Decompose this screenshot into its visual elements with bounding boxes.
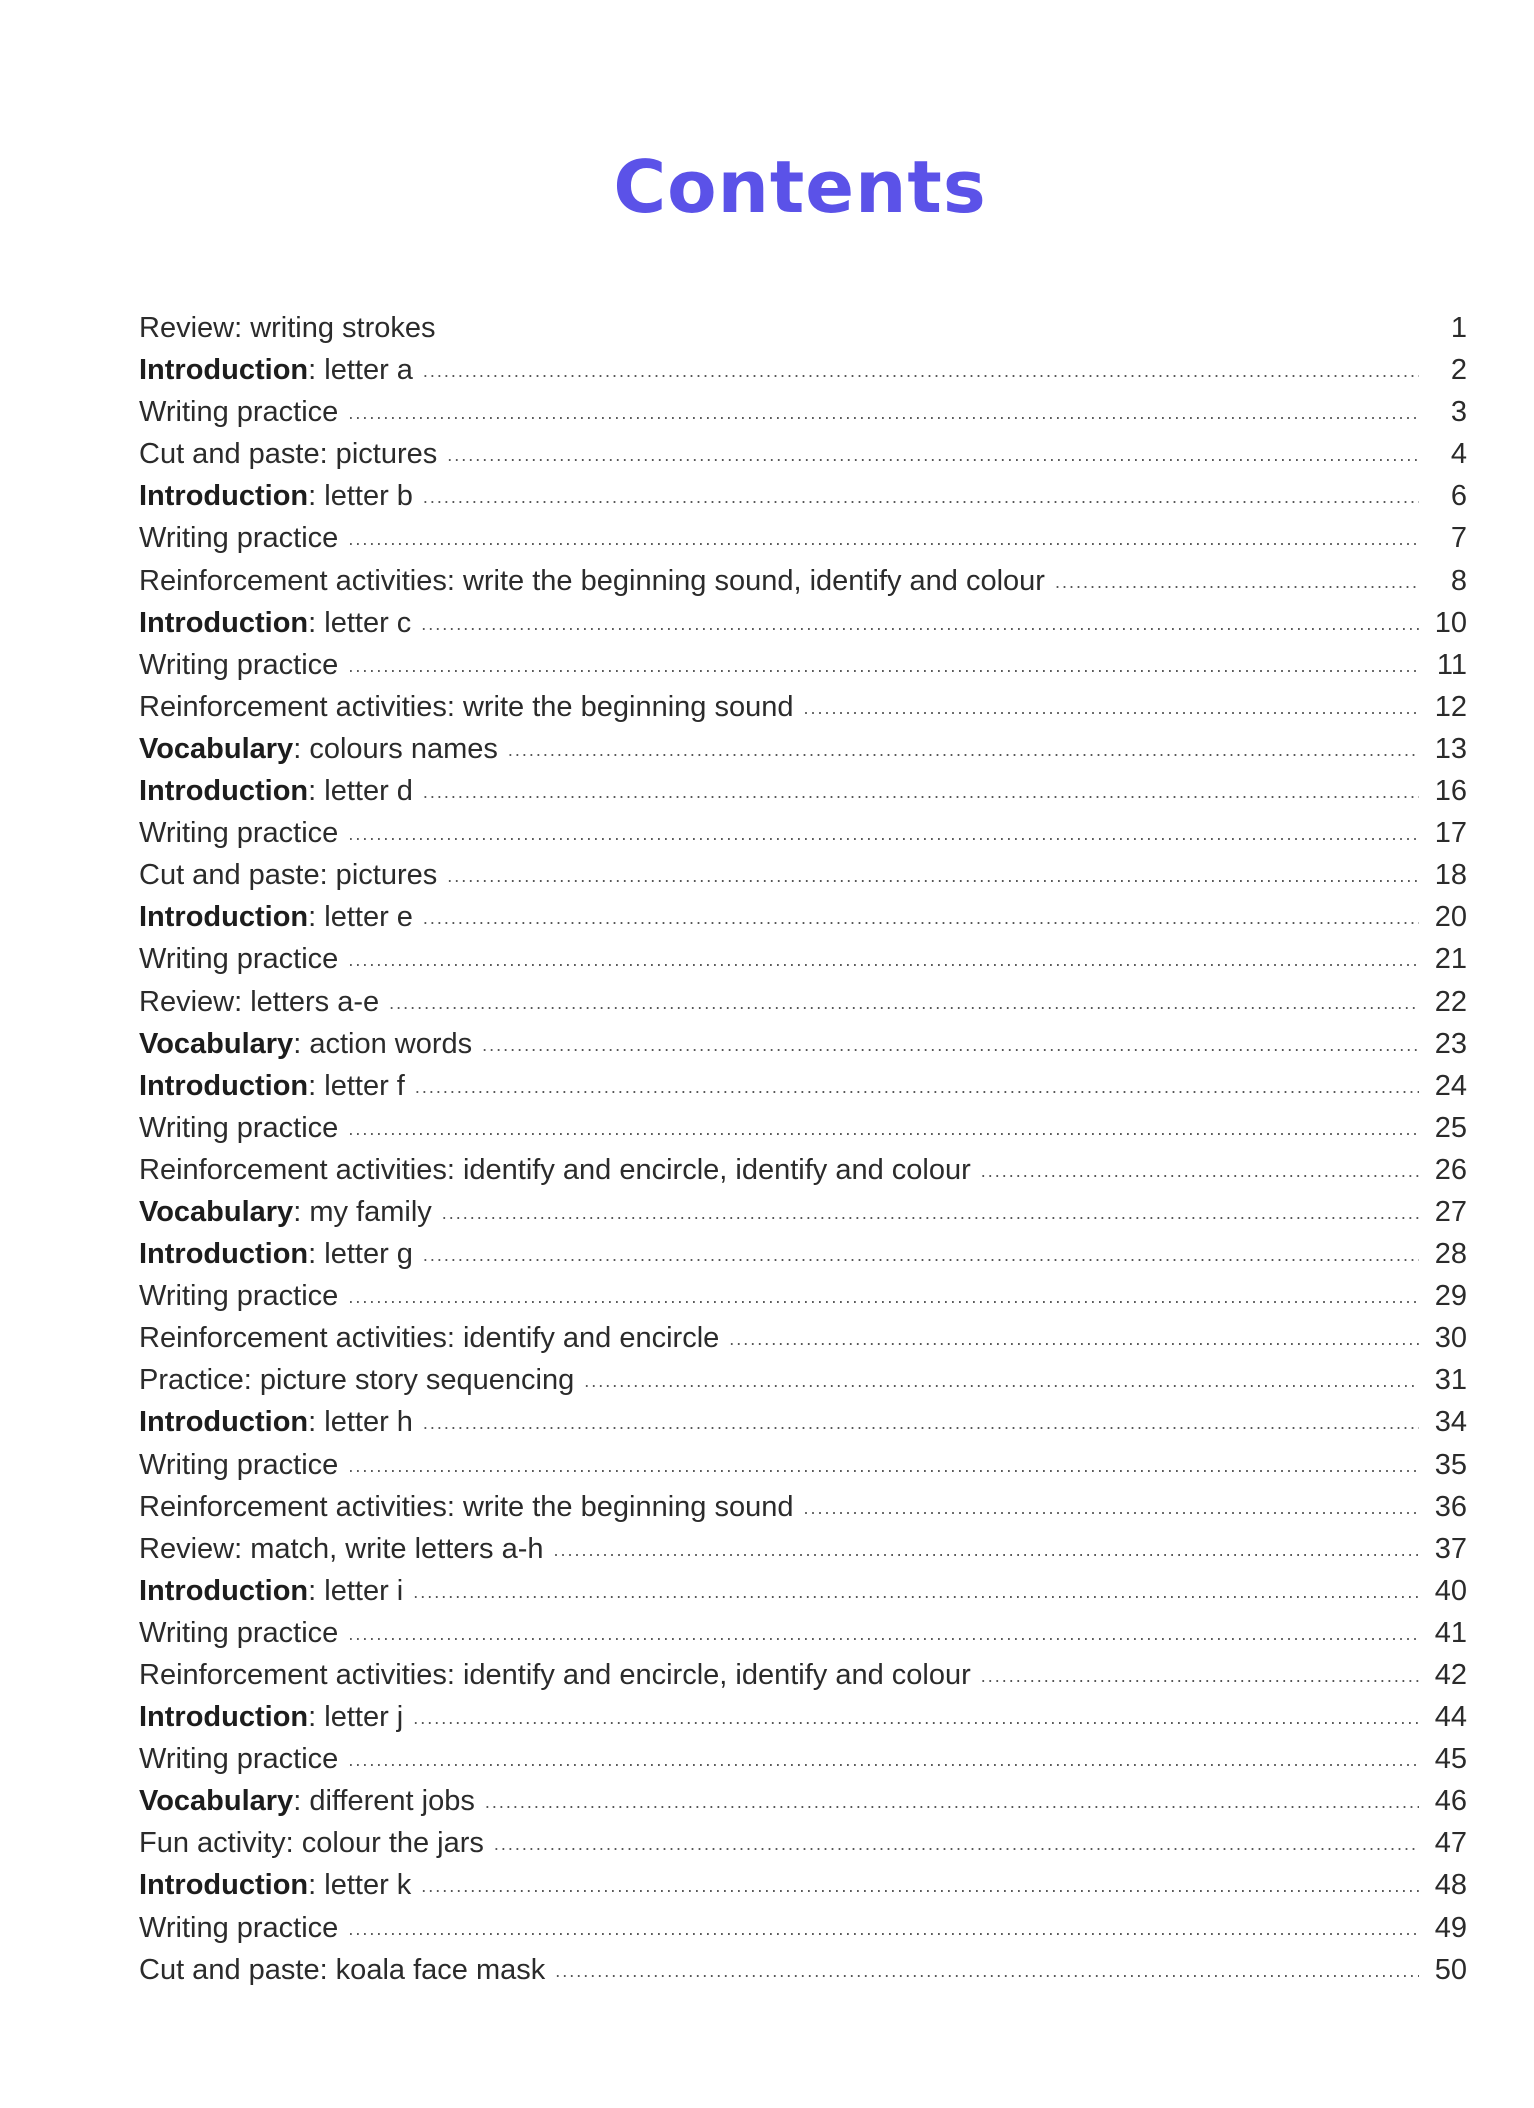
toc-entry[interactable] <box>139 1065 1467 1107</box>
dot-leader <box>348 1276 1419 1318</box>
toc-entry-title: Practice: picture story sequencing <box>139 1364 575 1397</box>
toc-entry-title: : action words <box>293 1027 473 1060</box>
toc-entry-keyword: Introduction <box>139 606 309 639</box>
toc-entry-title: Reinforcement activities: write the beginning sound <box>139 1490 794 1523</box>
toc-entry-label <box>139 1949 545 1991</box>
toc-page-number: 45 <box>1434 1743 1467 1776</box>
toc-entry-title: : my family <box>293 1195 432 1228</box>
contents-list <box>139 307 1467 1991</box>
toc-page-number: 30 <box>1434 1322 1467 1355</box>
toc-entry-label <box>139 686 793 728</box>
toc-page-number: 47 <box>1434 1827 1467 1860</box>
toc-entry-label <box>139 349 413 391</box>
toc-entry-label <box>139 1401 413 1443</box>
toc-entry-title: Writing practice <box>139 1616 339 1649</box>
toc-entry-title: : colours names <box>293 732 498 765</box>
toc-page-number: 18 <box>1434 859 1467 892</box>
toc-page-number: 37 <box>1434 1532 1467 1565</box>
toc-entry-label <box>139 728 498 770</box>
toc-page-number: 22 <box>1434 985 1467 1018</box>
toc-entry-label <box>139 1233 413 1275</box>
dot-leader <box>348 518 1419 560</box>
toc-entry[interactable] <box>139 1317 1467 1359</box>
toc-page-number: 17 <box>1434 817 1467 850</box>
toc-entry[interactable] <box>139 1822 1467 1864</box>
toc-entry-title: Writing practice <box>139 1111 339 1144</box>
toc-entry-keyword: Introduction <box>139 1069 309 1102</box>
toc-page-number: 31 <box>1434 1364 1467 1397</box>
toc-entry-label <box>139 1275 338 1317</box>
toc-entry-title: Writing practice <box>139 1280 339 1313</box>
toc-entry-keyword: Vocabulary <box>139 1785 294 1818</box>
toc-entry-label <box>139 644 338 686</box>
toc-entry-title: : letter j <box>308 1701 404 1734</box>
dot-leader <box>729 1318 1419 1360</box>
toc-page-number: 7 <box>1450 522 1467 555</box>
toc-entry-keyword: Introduction <box>139 1869 309 1902</box>
toc-entry-keyword: Introduction <box>139 901 309 934</box>
toc-entry-label <box>139 1822 484 1864</box>
dot-leader <box>423 771 1419 813</box>
dot-leader <box>348 1739 1419 1781</box>
toc-entry[interactable] <box>139 1107 1467 1149</box>
toc-entry-label <box>139 1107 338 1149</box>
toc-page-number: 42 <box>1434 1659 1467 1691</box>
toc-entry[interactable] <box>139 1444 1467 1486</box>
toc-entry[interactable] <box>139 1570 1467 1612</box>
toc-entry-title: Writing practice <box>139 943 339 976</box>
dot-leader <box>348 1108 1419 1150</box>
dot-leader <box>584 1360 1419 1402</box>
toc-page-number: 29 <box>1434 1280 1467 1313</box>
toc-entry-label <box>139 1738 338 1780</box>
toc-entry-keyword: Introduction <box>139 354 309 387</box>
toc-entry[interactable] <box>139 1023 1467 1065</box>
toc-page-number: 46 <box>1434 1785 1467 1818</box>
toc-entry-title: Reinforcement activities: identify and encircle <box>139 1322 720 1355</box>
toc-entry[interactable] <box>139 854 1467 896</box>
toc-entry[interactable] <box>139 728 1467 770</box>
toc-entry-label <box>139 1654 971 1696</box>
toc-entry-label <box>139 1359 574 1401</box>
toc-page-number: 50 <box>1434 1953 1467 1986</box>
toc-entry-label <box>139 1149 971 1191</box>
toc-entry-title: : letter b <box>308 480 413 513</box>
toc-entry-label <box>139 812 338 854</box>
toc-entry-keyword: Vocabulary <box>139 1195 294 1228</box>
toc-entry-title: Writing practice <box>139 1743 339 1776</box>
toc-page-number: 6 <box>1450 480 1467 513</box>
toc-entry-label <box>139 896 413 938</box>
dot-leader <box>447 434 1419 476</box>
toc-entry[interactable] <box>139 686 1467 728</box>
dot-leader <box>423 1234 1419 1276</box>
toc-entry[interactable] <box>139 1275 1467 1317</box>
toc-entry[interactable] <box>139 1486 1467 1528</box>
dot-leader <box>423 476 1419 518</box>
dot-leader <box>423 897 1419 939</box>
toc-entry[interactable] <box>139 307 1467 349</box>
toc-entry-title: : letter a <box>308 354 413 387</box>
toc-page-number: 40 <box>1434 1574 1467 1607</box>
toc-page-number: 3 <box>1450 396 1467 429</box>
toc-page-number: 26 <box>1434 1153 1467 1186</box>
toc-page-number: 20 <box>1434 901 1467 934</box>
toc-entry-keyword: Vocabulary <box>139 732 294 765</box>
toc-entry[interactable] <box>139 896 1467 938</box>
toc-page-number: 35 <box>1434 1448 1467 1481</box>
dot-leader <box>494 1823 1419 1865</box>
toc-entry-keyword: Introduction <box>139 480 309 513</box>
toc-page-number: 16 <box>1434 775 1467 808</box>
toc-entry-title: Writing practice <box>139 817 339 850</box>
toc-entry[interactable] <box>139 1359 1467 1401</box>
toc-entry-keyword: Introduction <box>139 775 309 808</box>
toc-page-number: 23 <box>1434 1027 1467 1060</box>
toc-entry-label <box>139 560 1045 602</box>
toc-entry-title: : different jobs <box>293 1785 475 1818</box>
toc-entry[interactable] <box>139 1612 1467 1654</box>
toc-entry-label <box>139 770 413 812</box>
toc-page-number: 24 <box>1434 1069 1467 1102</box>
toc-entry-keyword: Vocabulary <box>139 1027 294 1060</box>
toc-entry[interactable] <box>139 1907 1467 1949</box>
dot-leader <box>1055 561 1419 603</box>
dot-leader <box>442 1192 1419 1234</box>
toc-entry[interactable] <box>139 981 1467 1023</box>
toc-entry-title: : letter f <box>308 1069 405 1102</box>
toc-entry-keyword: Introduction <box>139 1574 309 1607</box>
toc-entry-title: Writing practice <box>139 648 339 681</box>
toc-page-number: 12 <box>1434 690 1467 723</box>
toc-entry[interactable] <box>139 517 1467 559</box>
toc-entry-label <box>139 854 437 896</box>
toc-entry-label <box>139 1780 475 1822</box>
toc-entry-label <box>139 475 413 517</box>
dot-leader <box>482 1024 1419 1066</box>
dot-leader <box>803 1487 1419 1529</box>
dot-leader <box>348 939 1419 981</box>
toc-entry-label <box>139 1023 472 1065</box>
toc-entry[interactable] <box>139 938 1467 980</box>
toc-entry-label <box>139 1907 338 1949</box>
dot-leader <box>415 1066 1419 1108</box>
dot-leader <box>348 1445 1419 1487</box>
dot-leader <box>803 687 1419 729</box>
toc-entry[interactable] <box>139 1864 1467 1906</box>
toc-entry[interactable] <box>139 1233 1467 1275</box>
toc-entry-title: Reinforcement activities: write the beginning sound <box>139 690 794 723</box>
toc-entry[interactable] <box>139 1696 1467 1738</box>
dot-leader <box>508 729 1419 771</box>
toc-entry[interactable] <box>139 349 1467 391</box>
toc-entry-keyword: Introduction <box>139 1238 309 1271</box>
toc-entry[interactable] <box>139 475 1467 517</box>
toc-page-number: 21 <box>1434 943 1467 976</box>
toc-page-number: 8 <box>1450 564 1467 597</box>
toc-entry-title: : letter c <box>308 606 412 639</box>
dot-leader <box>421 1865 1419 1907</box>
toc-entry-label <box>139 1528 544 1570</box>
toc-entry-title: Cut and paste: pictures <box>139 438 438 471</box>
dot-leader <box>981 1655 1419 1697</box>
toc-entry-title: : letter h <box>308 1406 413 1439</box>
toc-entry-label <box>139 1065 405 1107</box>
toc-entry-title: Reinforcement activities: identify and encircle, identify and colour <box>139 1153 971 1186</box>
toc-entry[interactable] <box>139 812 1467 854</box>
dot-leader <box>485 1781 1419 1823</box>
dot-leader <box>348 392 1419 434</box>
toc-entry-label <box>139 981 379 1023</box>
toc-entry-title: Cut and paste: pictures <box>139 859 438 892</box>
toc-entry[interactable] <box>139 1528 1467 1570</box>
toc-entry-label <box>139 517 338 559</box>
toc-entry-label <box>139 1444 338 1486</box>
toc-page-number: 25 <box>1434 1111 1467 1144</box>
toc-entry-keyword: Introduction <box>139 1406 309 1439</box>
toc-entry-title: Reinforcement activities: identify and encircle, identify and colour <box>139 1659 971 1691</box>
toc-entry-title: Writing practice <box>139 1448 339 1481</box>
toc-entry[interactable] <box>139 1401 1467 1443</box>
toc-entry-label <box>139 1612 338 1654</box>
toc-entry-label <box>139 602 411 644</box>
dot-leader <box>413 1571 1419 1613</box>
toc-entry[interactable] <box>139 1191 1467 1233</box>
toc-page-number: 13 <box>1434 732 1467 765</box>
toc-entry-label <box>139 1317 719 1359</box>
dot-leader <box>981 1150 1419 1192</box>
toc-page-number: 1 <box>1450 312 1467 344</box>
toc-entry-label <box>139 1570 403 1612</box>
dot-leader <box>555 1950 1419 1992</box>
toc-entry[interactable] <box>139 1654 1467 1696</box>
toc-page-number: 49 <box>1434 1911 1467 1944</box>
dot-leader <box>348 1613 1419 1655</box>
toc-page-number: 34 <box>1434 1406 1467 1439</box>
toc-entry-title: Review: match, write letters a-h <box>139 1532 544 1565</box>
toc-entry-label <box>139 1696 403 1738</box>
toc-entry-label <box>139 1486 793 1528</box>
toc-entry[interactable] <box>139 1738 1467 1780</box>
toc-page-number: 2 <box>1450 354 1467 387</box>
toc-entry-label <box>139 938 338 980</box>
page-title: Contents <box>613 145 987 229</box>
dot-leader <box>348 813 1419 855</box>
toc-entry-label <box>139 1191 432 1233</box>
toc-entry-keyword: Introduction <box>139 1701 309 1734</box>
toc-entry[interactable] <box>139 433 1467 475</box>
dot-leader <box>348 645 1419 687</box>
toc-page-number: 11 <box>1436 648 1467 681</box>
dot-leader <box>348 1908 1419 1950</box>
toc-entry[interactable] <box>139 391 1467 433</box>
toc-entry-title: : letter e <box>308 901 413 934</box>
toc-page-number: 28 <box>1434 1238 1467 1271</box>
dot-leader <box>447 855 1419 897</box>
toc-entry[interactable] <box>139 1780 1467 1822</box>
toc-entry-label <box>139 307 436 349</box>
toc-entry-title: Writing practice <box>139 1911 339 1944</box>
toc-entry-title: Review: letters a-e <box>139 985 380 1018</box>
toc-entry-title: Reinforcement activities: write the beginning sound, identify and colour <box>139 564 1045 597</box>
toc-entry[interactable] <box>139 602 1467 644</box>
dot-leader <box>413 1697 1419 1739</box>
dot-leader <box>423 350 1419 392</box>
toc-page-number: 4 <box>1450 438 1467 471</box>
toc-entry[interactable] <box>139 1149 1467 1191</box>
toc-page-number: 44 <box>1434 1701 1467 1734</box>
toc-entry-title: Cut and paste: koala face mask <box>139 1953 546 1986</box>
dot-leader <box>389 982 1419 1024</box>
toc-entry-title: : letter g <box>308 1238 413 1271</box>
toc-entry[interactable] <box>139 770 1467 812</box>
toc-page-number: 10 <box>1434 606 1467 639</box>
toc-entry-title: : letter i <box>308 1574 404 1607</box>
toc-page-number: 27 <box>1434 1195 1467 1228</box>
toc-entry-label <box>139 1864 411 1906</box>
dot-leader <box>423 1402 1419 1444</box>
toc-entry[interactable] <box>139 644 1467 686</box>
toc-page-number: 36 <box>1434 1490 1467 1523</box>
toc-entry-title: : letter d <box>308 775 413 808</box>
toc-entry[interactable] <box>139 1949 1467 1991</box>
toc-entry-label <box>139 433 437 475</box>
toc-entry-title: Writing practice <box>139 522 339 555</box>
toc-page-number: 48 <box>1434 1869 1467 1902</box>
dot-leader <box>554 1529 1419 1571</box>
toc-entry-title: : letter k <box>308 1869 412 1902</box>
toc-entry-title: Fun activity: colour the jars <box>139 1827 484 1860</box>
toc-page-number: 41 <box>1434 1616 1467 1649</box>
toc-entry-label <box>139 391 338 433</box>
dot-leader <box>421 603 1419 645</box>
toc-entry-title: Review: writing strokes <box>139 312 436 344</box>
toc-entry[interactable] <box>139 560 1467 602</box>
toc-entry-title: Writing practice <box>139 396 339 429</box>
